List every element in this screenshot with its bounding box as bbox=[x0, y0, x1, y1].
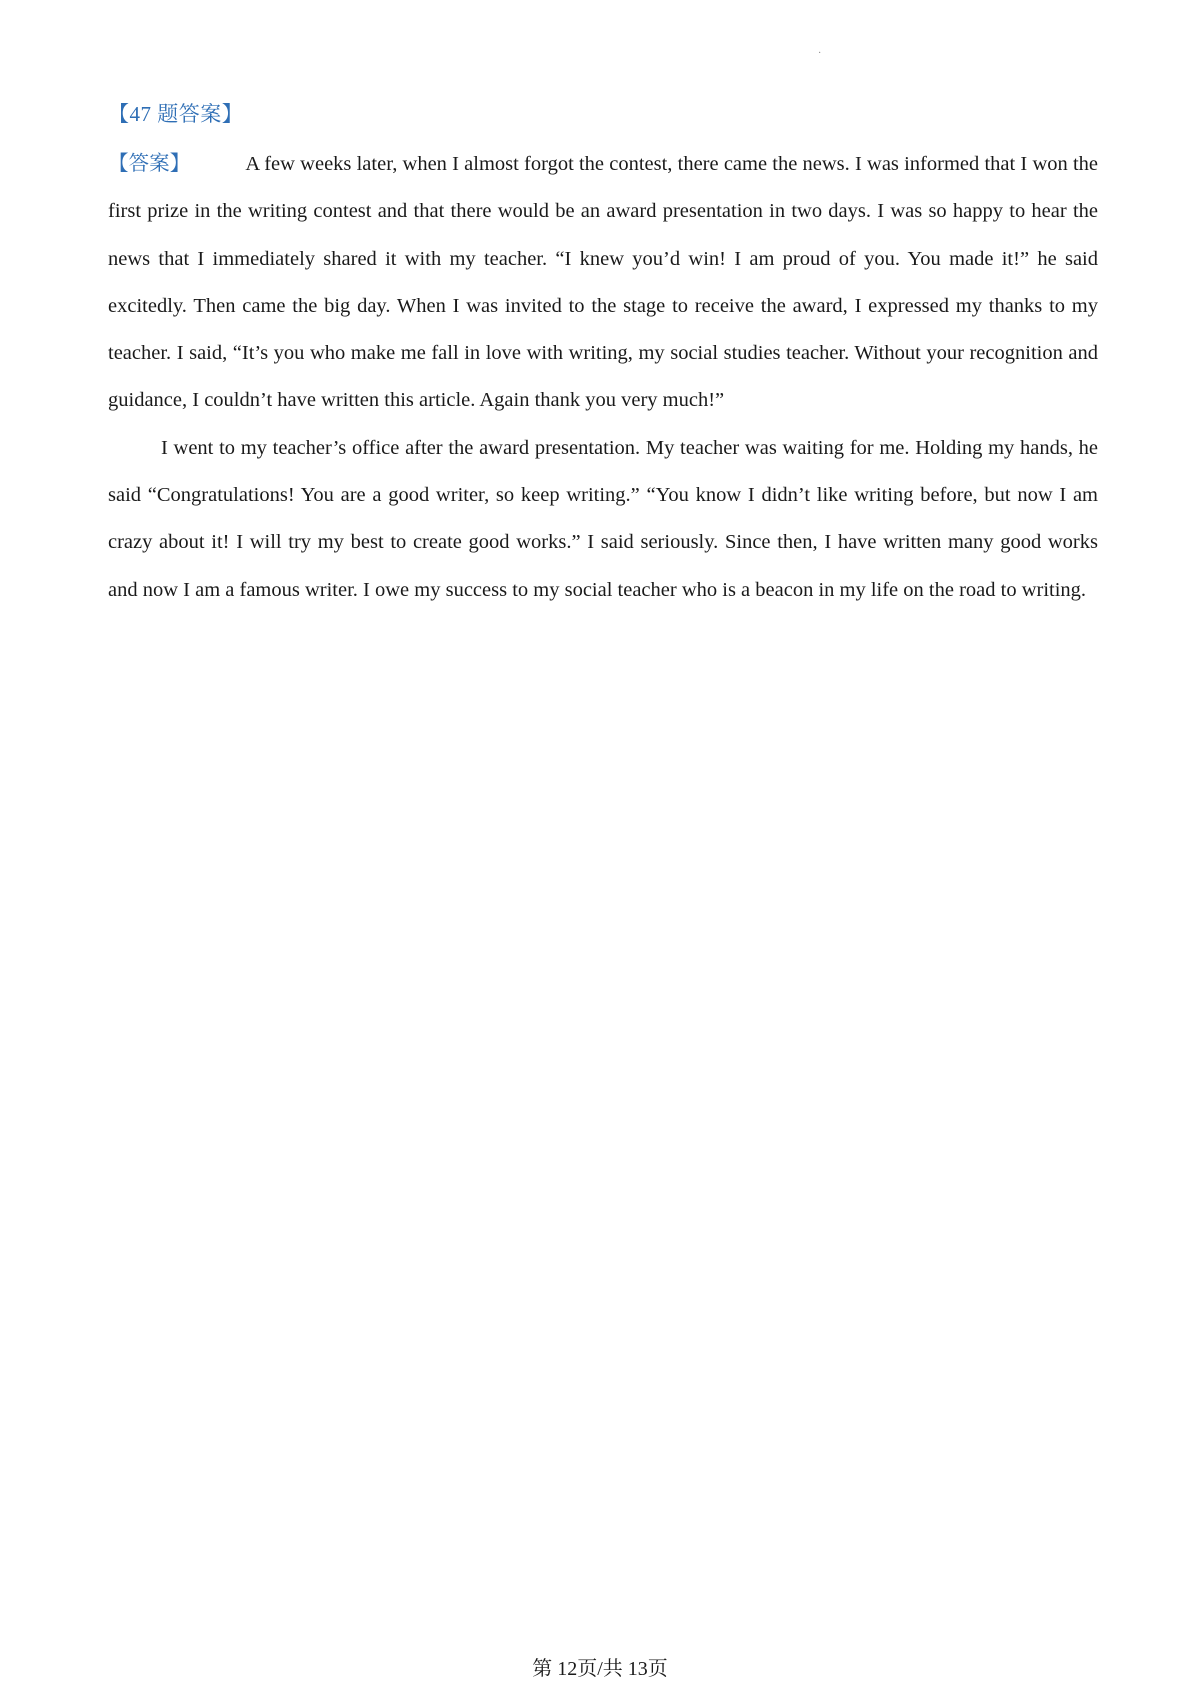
answer-paragraph-1 bbox=[108, 141, 1098, 425]
answer-label: 【答案】 bbox=[108, 153, 191, 175]
page-marker: · bbox=[818, 48, 822, 59]
answer-paragraph-2: I went to my teacher’s office after the award presentation. My teacher was waiting for me. Holding my hands, he said “Congratulations! You are a good writer, so keep writing.” “You know I didn’t like writing before, but now I am crazy about it! I will try my best to create good works.” I said seriously. Since then, I have written many good works and now I am a famous writer. I owe my success to my social teacher who is a beacon in my life on the road to writing. bbox=[108, 436, 1098, 601]
question-heading: 【47 题答案】 bbox=[108, 102, 244, 126]
answer-body bbox=[108, 141, 1098, 614]
page-footer: 第 12页/共 13页 bbox=[532, 1658, 668, 1680]
paragraph-1-text: A few weeks later, when I almost forgot the contest, there came the news. I was informed that I won the first prize in the writing contest and that there would be an award presentation in two days. I was so happy to hear the news that I immediately shared it with my teacher. “I knew you’d win! I am proud of you. You made it!” he said excitedly. Then came the big day. When I was invited to the stage to receive the award, I expressed my thanks to my teacher. I said, “It’s you who make me fall in love with writing, my social studies teacher. Without your recognition and guidance, I couldn’t have written this article. Again thank you very much!” bbox=[108, 153, 1099, 412]
